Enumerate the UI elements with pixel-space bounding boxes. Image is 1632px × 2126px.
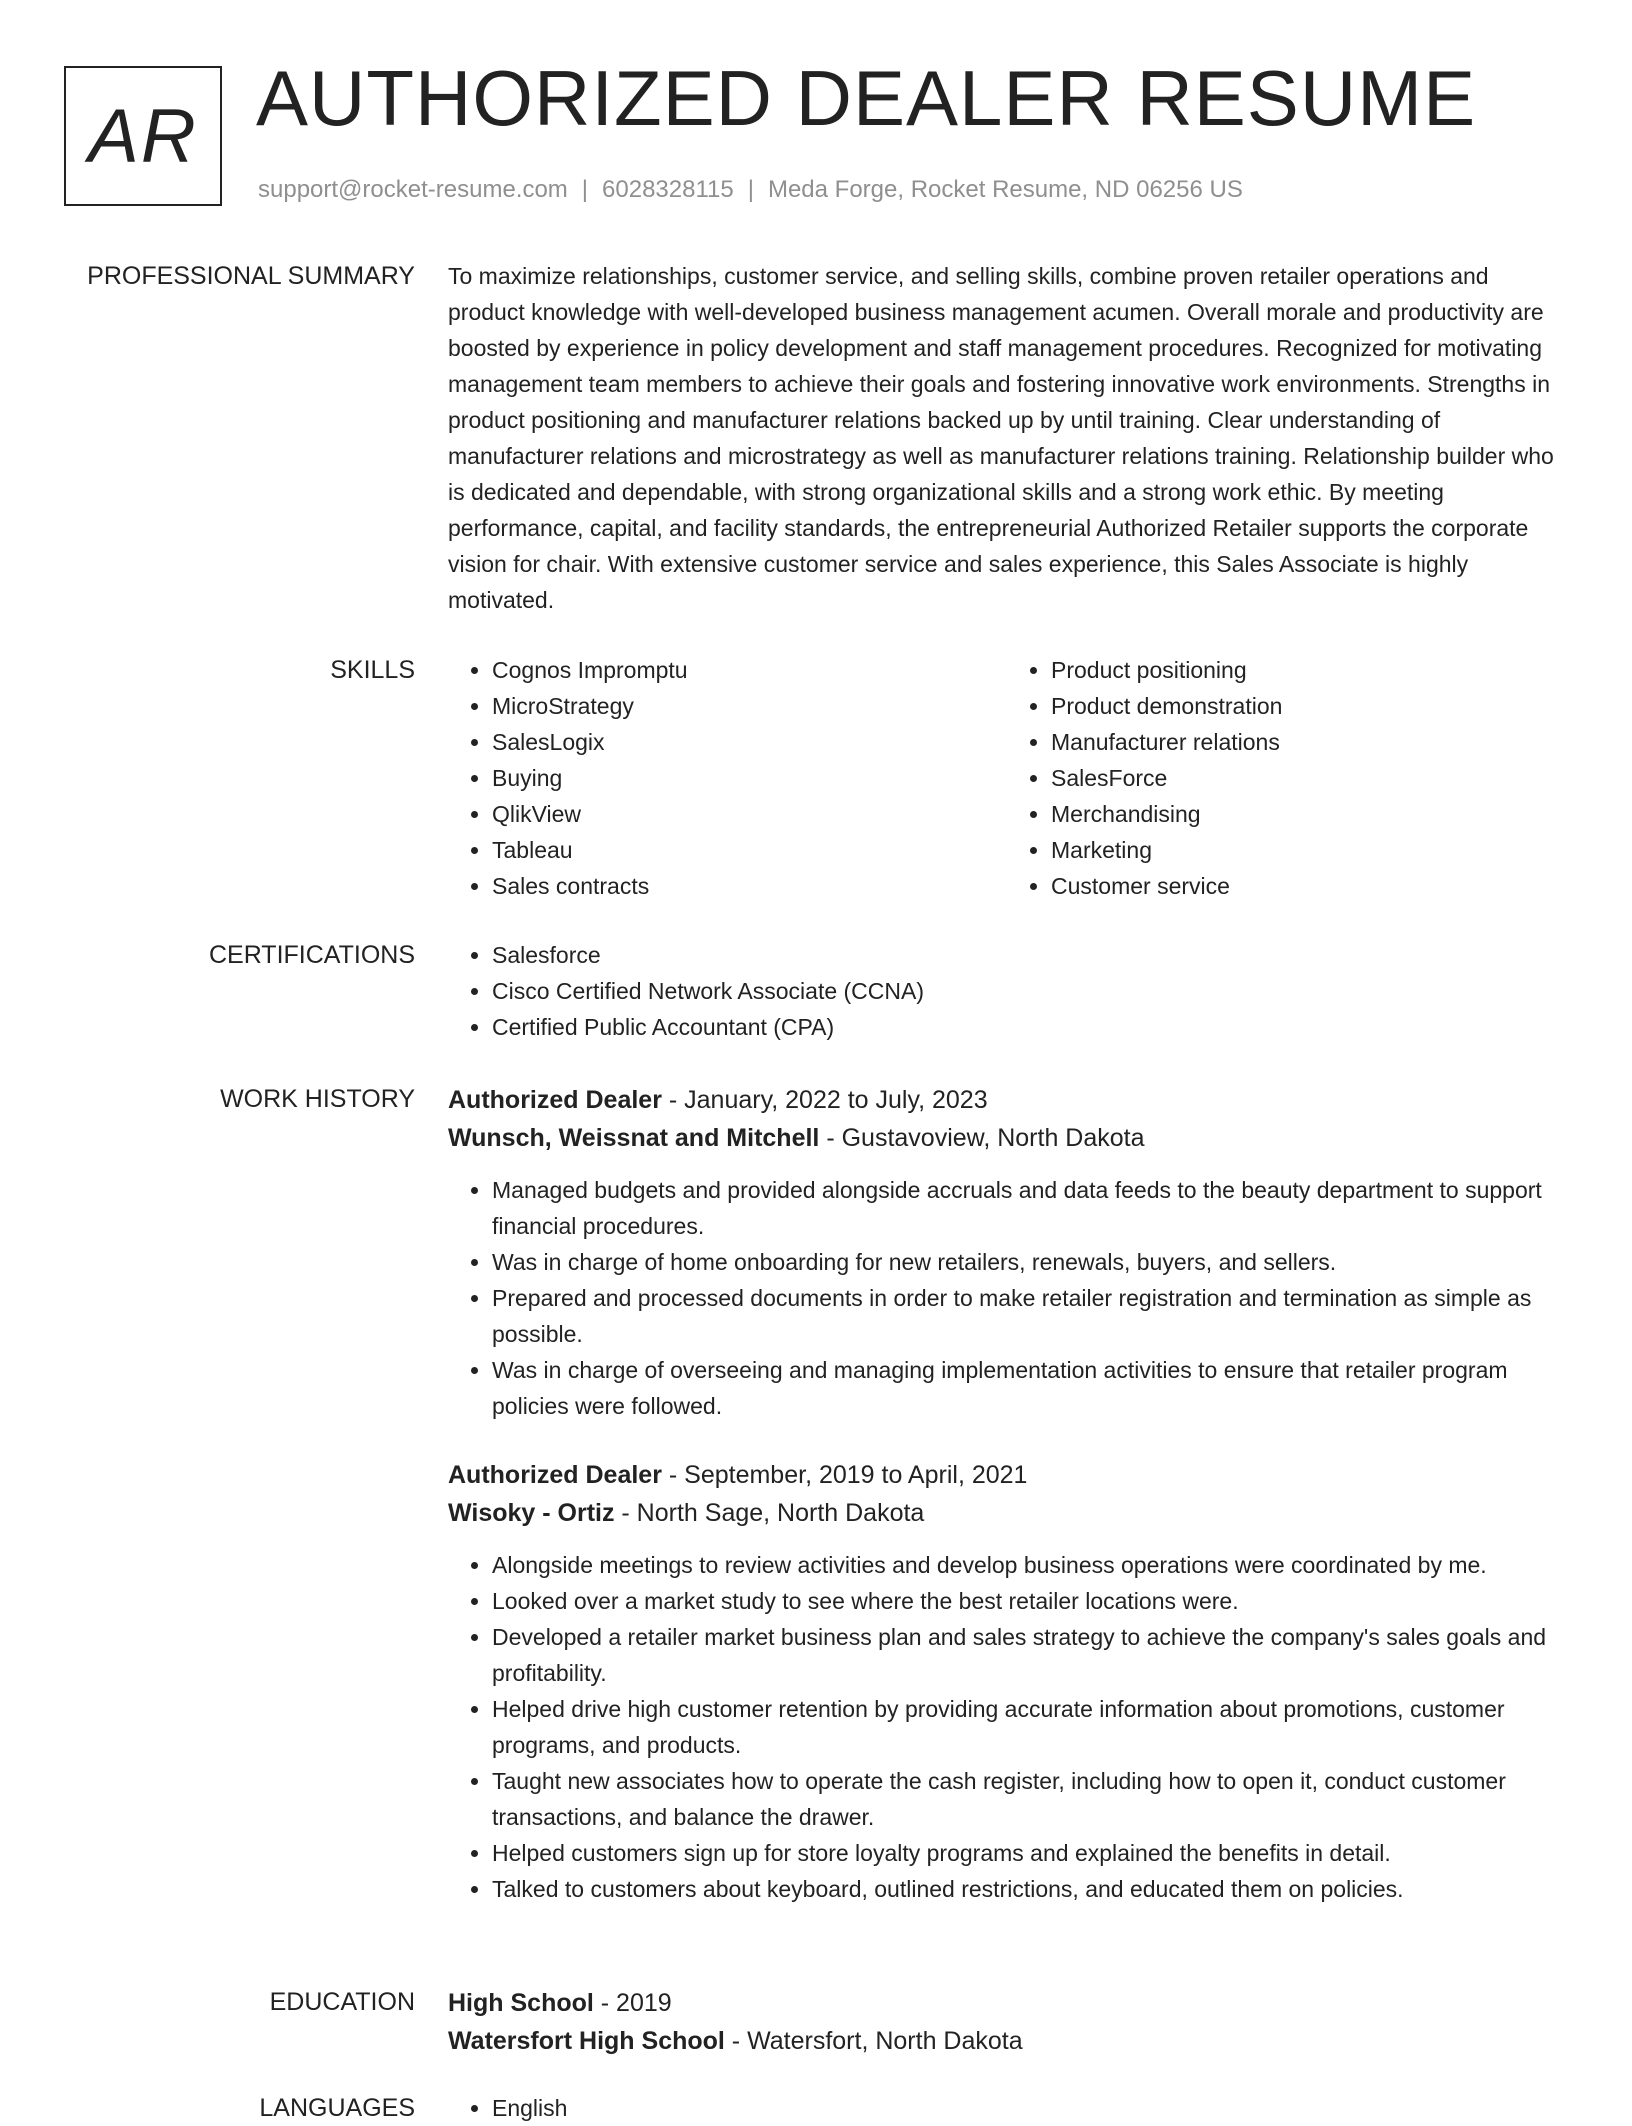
skills-list-left [448, 652, 1007, 904]
job-company-line [448, 1119, 1566, 1157]
education-location: - Watersfort, North Dakota [724, 2027, 1023, 2055]
skill-item: • Product positioning [1051, 652, 1566, 688]
job-dates: - January, 2022 to July, 2023 [661, 1086, 988, 1114]
skill-item: • Buying [492, 760, 1007, 796]
job-bullet: • Helped drive high customer retention by providing accurate information about promotions, customer programs, and products. [492, 1691, 1566, 1763]
job-role: Authorized Dealer [448, 1086, 662, 1114]
languages-list [448, 2090, 1566, 2126]
job-company-line [448, 1494, 1566, 1532]
contact-separator: | [747, 176, 754, 203]
job-bullet: • Was in charge of overseeing and managing implementation activities to ensure that retailer program policies were followed. [492, 1352, 1566, 1424]
contact-address: Meda Forge, Rocket Resume, ND 06256 US [767, 176, 1243, 203]
work-history-content [448, 1081, 1566, 1907]
job-bullet: • Talked to customers about keyboard, outlined restrictions, and educated them on policies. [492, 1871, 1566, 1907]
skill-item: • Customer service [1051, 868, 1566, 904]
summary-content [448, 258, 1566, 618]
skill-item: • Merchandising [1051, 796, 1566, 832]
education-heading: EDUCATION [269, 1988, 415, 2016]
skill-item: • Cognos Impromptu [492, 652, 1007, 688]
job-bullet: • Looked over a market study to see where the best retailer locations were. [492, 1583, 1566, 1619]
job-bullets [448, 1172, 1566, 1424]
skills-list-right [1007, 652, 1566, 904]
skill-item: • MicroStrategy [492, 688, 1007, 724]
contact-line [258, 176, 1243, 204]
contact-email[interactable]: support@rocket-resume.com [258, 176, 568, 203]
skills-content [448, 652, 1566, 904]
skill-item: • Tableau [492, 832, 1007, 868]
skill-item: • Manufacturer relations [1051, 724, 1566, 760]
job-bullet: • Taught new associates how to operate the cash register, including how to open it, conduct customer transactions, and balance the drawer. [492, 1763, 1566, 1835]
skill-item: • SalesLogix [492, 724, 1007, 760]
work-history-heading: WORK HISTORY [220, 1085, 415, 1113]
job-bullet: • Alongside meetings to review activities and develop business operations were coordinated by me. [492, 1547, 1566, 1583]
skill-item: • QlikView [492, 796, 1007, 832]
job-title-line [448, 1081, 1566, 1119]
summary-heading: PROFESSIONAL SUMMARY [87, 262, 415, 290]
education-school: Watersfort High School [448, 2027, 725, 2055]
education-school-line [448, 2022, 1566, 2060]
education-degree-line [448, 1984, 1566, 2022]
job-role: Authorized Dealer [448, 1461, 662, 1489]
job-company: Wunsch, Weissnat and Mitchell [448, 1124, 820, 1152]
certifications-list [448, 937, 1566, 1045]
job-bullet: • Developed a retailer market business plan and sales strategy to achieve the company's sales goals and profitability. [492, 1619, 1566, 1691]
monogram: AR [64, 66, 222, 206]
job-dates: - September, 2019 to April, 2021 [661, 1461, 1028, 1489]
languages-content [448, 2090, 1566, 2126]
education-year: - 2019 [593, 1989, 672, 2017]
certification-item: • Cisco Certified Network Associate (CCNA) [492, 973, 1566, 1009]
contact-separator: | [581, 176, 589, 203]
certification-item: • Certified Public Accountant (CPA) [492, 1009, 1566, 1045]
languages-heading: LANGUAGES [259, 2094, 415, 2122]
skills-heading: SKILLS [330, 656, 415, 684]
certification-item: • Salesforce [492, 937, 1566, 973]
language-item: • English [492, 2090, 1566, 2126]
skill-item: • SalesForce [1051, 760, 1566, 796]
job-bullet: • Managed budgets and provided alongside accruals and data feeds to the beauty department to support financial procedures. [492, 1172, 1566, 1244]
job-company: Wisoky - Ortiz [448, 1499, 615, 1527]
job-bullet: • Prepared and processed documents in order to make retailer registration and termination as simple as possible. [492, 1280, 1566, 1352]
resume-title: AUTHORIZED DEALER RESUME [256, 54, 1477, 142]
job-bullet: • Was in charge of home onboarding for new retailers, renewals, buyers, and sellers. [492, 1244, 1566, 1280]
skill-item: • Marketing [1051, 832, 1566, 868]
job-entry [448, 1456, 1566, 1907]
contact-phone[interactable]: 6028328115 [602, 176, 734, 203]
job-title-line [448, 1456, 1566, 1494]
job-entry [448, 1081, 1566, 1424]
education-degree: High School [448, 1989, 594, 2017]
skill-item: • Product demonstration [1051, 688, 1566, 724]
certifications-content [448, 937, 1566, 1045]
skill-item: • Sales contracts [492, 868, 1007, 904]
job-bullet: • Helped customers sign up for store loyalty programs and explained the benefits in detail. [492, 1835, 1566, 1871]
job-location: - Gustavoview, North Dakota [819, 1124, 1145, 1152]
job-bullets [448, 1547, 1566, 1907]
education-content [448, 1984, 1566, 2060]
job-location: - North Sage, North Dakota [614, 1499, 925, 1527]
certifications-heading: CERTIFICATIONS [208, 941, 415, 969]
summary-text: To maximize relationships, customer service, and selling skills, combine proven retailer operations and product knowledge with well-developed business management acumen. Overall morale and productivity are boosted by experience in policy development and staff management procedures. Recognized for motivating management team members to achieve their goals and fostering innovative work environments. Strengths in product positioning and manufacturer relations backed up by until training. Clear understanding of manufacturer relations and microstrategy as well as manufacturer relations training. Relationship builder who is dedicated and dependable, with strong organizational skills and a strong work ethic. By meeting performance, capital, and facility standards, the entrepreneurial Authorized Retailer supports the corporate vision for chair. With extensive customer service and sales experience, this Sales Associate is highly motivated. [448, 263, 1554, 613]
